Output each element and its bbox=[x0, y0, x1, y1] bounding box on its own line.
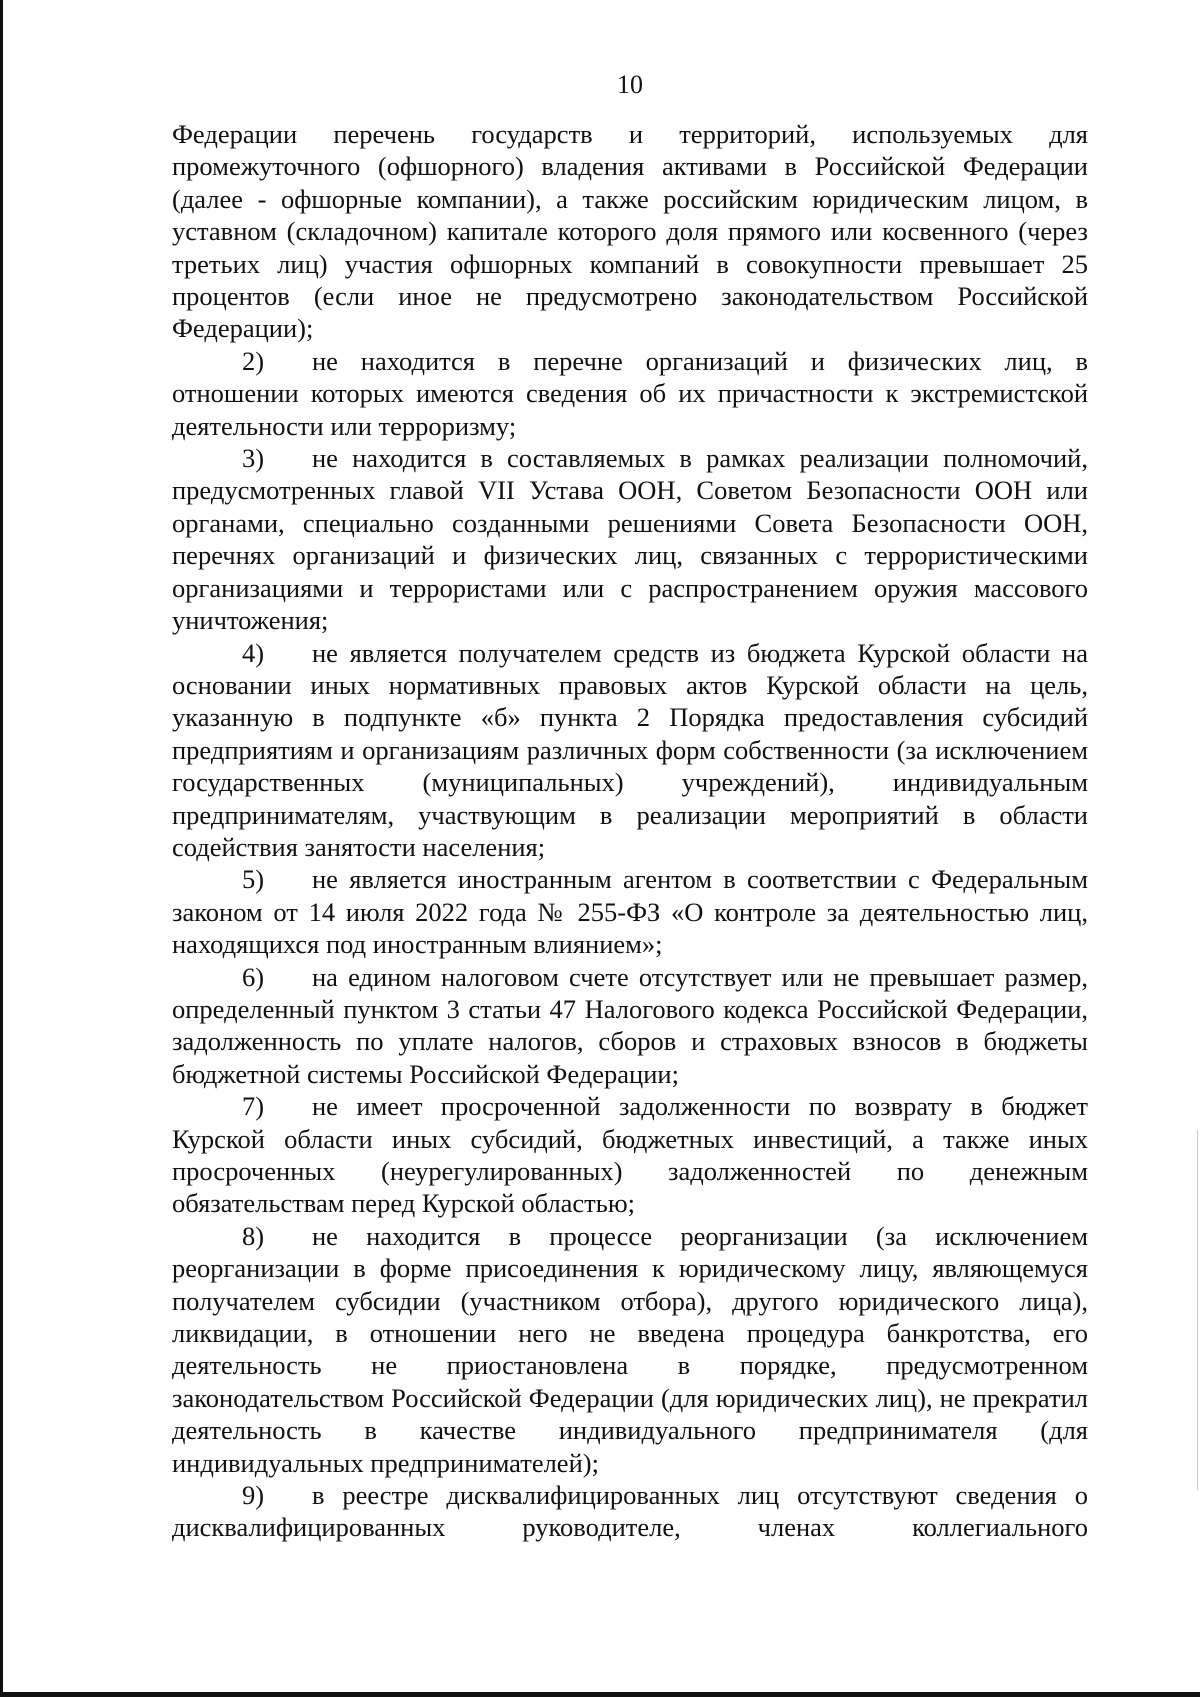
list-item-6 bbox=[172, 961, 1088, 1091]
item-number: 7) bbox=[242, 1091, 265, 1122]
item-number: 9) bbox=[242, 1480, 265, 1511]
item-text: не является получателем средств из бюджета Курской области на основании иных нормативных правовых актов Курской области на цель, указанную в подпункте «б» пункта 2 Порядка предоставления субсидий предприятиям и организациям различных форм собственности (за исключением государственных (муниципальных) учреждений), индивидуальным предпринимателям, участвующим в реализации мероприятий в области содействия занятости населения; bbox=[172, 637, 1088, 862]
list-item-8 bbox=[172, 1220, 1088, 1479]
document-body bbox=[172, 118, 1088, 1544]
item-text: в реестре дисквалифицированных лиц отсутствуют сведения о дисквалифицированных руководителе, членах коллегиального bbox=[172, 1480, 1088, 1543]
list-item-9 bbox=[172, 1479, 1088, 1544]
list-item-7 bbox=[172, 1090, 1088, 1220]
item-text: не имеет просроченной задолженности по возврату в бюджет Курской области иных субсидий, бюджетных инвестиций, а также иных просроченных (неурегулированных) задолженностей по денежным обязательствам перед Курской областью; bbox=[172, 1091, 1088, 1219]
list-item-4 bbox=[172, 637, 1088, 864]
item-number: 4) bbox=[242, 637, 265, 668]
paragraph-continuation bbox=[172, 118, 1088, 345]
paragraph-text: Федерации перечень государств и территорий, используемых для промежуточного (офшорного) владения активами в Российской Федерации (далее - офшорные компании), а также российским юридическим лицом, в уставном (складочном) капитале которого доля прямого или косвенного (через третьих лиц) участия офшорных компаний в совокупности превышает 25 процентов (если иное не предусмотрено законодательством Российской Федерации); bbox=[172, 119, 1088, 344]
item-text: не является иностранным агентом в соответствии с Федеральным законом от 14 июля 2022 года № 255-ФЗ «О контроле за деятельностью лиц, находящихся под иностранным влиянием»; bbox=[172, 864, 1088, 960]
item-number: 2) bbox=[242, 345, 265, 376]
list-item-5 bbox=[172, 863, 1088, 960]
list-item-3 bbox=[172, 442, 1088, 636]
scan-bottom-edge bbox=[0, 1692, 1200, 1697]
item-number: 5) bbox=[242, 864, 265, 895]
item-number: 8) bbox=[242, 1220, 265, 1251]
scan-right-edge bbox=[1197, 1130, 1198, 1490]
page-number: 10 bbox=[617, 70, 643, 99]
item-text: на едином налоговом счете отсутствует или не превышает размер, определенный пунктом 3 статьи 47 Налогового кодекса Российской Федерации, задолженность по уплате налогов, сборов и страховых взносов в бюджеты бюджетной системы Российской Федерации; bbox=[172, 961, 1088, 1089]
item-text: не находится в составляемых в рамках реализации полномочий, предусмотренных главой VII Устава ООН, Советом Безопасности ООН или органами, специально созданными решениями Совета Безопасности ООН, перечнях организаций и физических лиц, связанных с террористическими организациями и террористами или с распространением оружия массового уничтожения; bbox=[172, 443, 1088, 636]
list-item-2 bbox=[172, 345, 1088, 442]
item-number: 6) bbox=[242, 961, 265, 992]
item-text: не находится в процессе реорганизации (за исключением реорганизации в форме присоединения к юридическому лицу, являющемуся получателем субсидии (участником отбора), другого юридического лица), ликвидации, в отношении него не введена процедура банкротства, его деятельность не приостановлена в порядке, предусмотренном законодательством Российской Федерации (для юридических лиц), не прекратил деятельность в качестве индивидуального предпринимателя (для индивидуальных предпринимателей); bbox=[172, 1220, 1088, 1478]
scan-left-edge bbox=[0, 0, 3, 1697]
item-number: 3) bbox=[242, 443, 265, 474]
item-text: не находится в перечне организаций и физических лиц, в отношении которых имеются сведения об их причастности к экстремистской деятельности или терроризму; bbox=[172, 345, 1088, 441]
